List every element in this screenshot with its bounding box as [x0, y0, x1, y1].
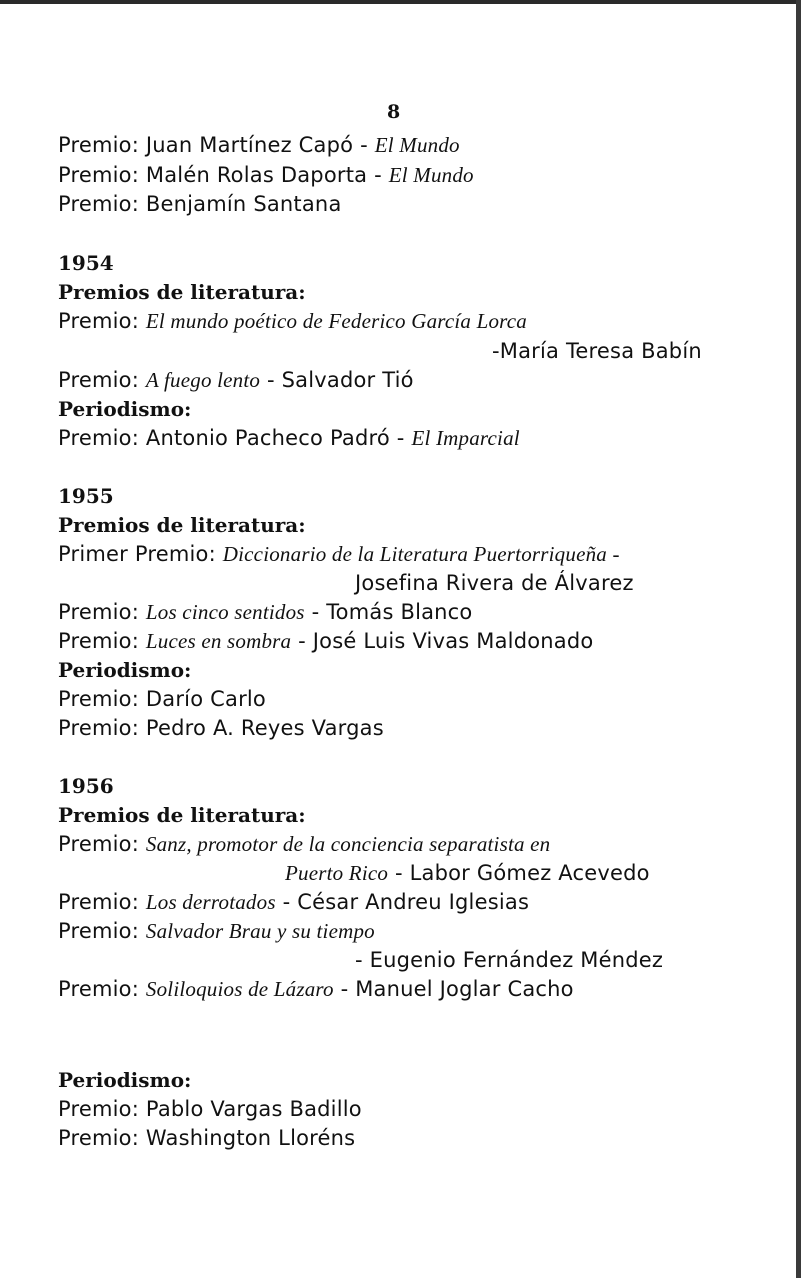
award-label: Premio:: [58, 629, 140, 653]
award-publication: El Mundo: [388, 163, 474, 187]
award-line: [58, 131, 460, 160]
literature-heading: Premios de literatura:: [58, 803, 306, 827]
award-label: Premio:: [58, 890, 140, 914]
page-number: 8: [387, 101, 401, 123]
award-label: Primer Premio:: [58, 542, 216, 566]
award-author: - Salvador Tió: [267, 368, 414, 392]
award-author: - Manuel Joglar Cacho: [340, 977, 574, 1001]
award-label: Premio:: [58, 133, 140, 157]
award-author: - César Andreu Iglesias: [282, 890, 530, 914]
year-heading: 1956: [58, 774, 114, 798]
award-label: Premio:: [58, 192, 140, 216]
year-heading: 1954: [58, 251, 114, 275]
award-author: Josefina Rivera de Álvarez: [355, 571, 634, 595]
award-line: [58, 685, 266, 714]
work-title: Soliloquios de Lázaro: [145, 977, 334, 1001]
award-label: Premio:: [58, 687, 140, 711]
award-label: Premio:: [58, 1097, 140, 1121]
award-label: Premio:: [58, 919, 140, 943]
journalism-heading: Periodismo:: [58, 1068, 192, 1092]
award-author: - José Luis Vivas Maldonado: [298, 629, 594, 653]
award-line: [285, 859, 650, 888]
award-label: Premio:: [58, 1126, 140, 1150]
award-publication: El Mundo: [374, 133, 460, 157]
award-recipient: Pedro A. Reyes Vargas: [145, 716, 384, 740]
scan-edge-right: [796, 0, 801, 1278]
work-title: Salvador Brau y su tiempo: [145, 919, 375, 943]
journalism-heading: Periodismo:: [58, 397, 192, 421]
award-line: [58, 366, 414, 395]
award-recipient: Darío Carlo: [145, 687, 266, 711]
award-author: - Tomás Blanco: [311, 600, 473, 624]
award-line: [58, 714, 384, 743]
award-line: [58, 540, 620, 569]
award-line: [58, 161, 474, 190]
scan-edge-top: [0, 0, 801, 4]
award-label: Premio:: [58, 716, 140, 740]
award-line: [58, 917, 375, 946]
award-label: Premio:: [58, 163, 140, 187]
award-line: [58, 190, 342, 219]
literature-heading: Premios de literatura:: [58, 513, 306, 537]
award-author: - Labor Gómez Acevedo: [394, 861, 650, 885]
award-label: Premio:: [58, 368, 140, 392]
work-title: Luces en sombra: [145, 629, 292, 653]
award-label: Premio:: [58, 977, 140, 1001]
award-line: [58, 888, 529, 917]
award-author: -María Teresa Babín: [492, 339, 702, 363]
award-recipient: Pablo Vargas Badillo: [145, 1097, 362, 1121]
work-title: El mundo poético de Federico García Lorca: [145, 309, 527, 333]
award-label: Premio:: [58, 600, 140, 624]
work-title: Sanz, promotor de la conciencia separatista en: [145, 832, 551, 856]
award-recipient: Antonio Pacheco Padró -: [145, 426, 405, 450]
work-title: Puerto Rico: [285, 861, 389, 885]
award-label: Premio:: [58, 309, 140, 333]
award-line: [58, 598, 472, 627]
award-line: [58, 1124, 355, 1153]
literature-heading: Premios de literatura:: [58, 280, 306, 304]
award-line: [58, 975, 574, 1004]
award-label: Premio:: [58, 426, 140, 450]
work-title: Los derrotados: [145, 890, 276, 914]
award-recipient: Malén Rolas Daporta -: [145, 163, 382, 187]
award-line: [58, 627, 593, 656]
award-publication: El Imparcial: [411, 426, 520, 450]
work-title: A fuego lento: [145, 368, 261, 392]
year-heading: 1955: [58, 484, 114, 508]
award-author: - Eugenio Fernández Méndez: [355, 948, 664, 972]
award-line: [58, 424, 520, 453]
award-label: Premio:: [58, 832, 140, 856]
award-recipient: Benjamín Santana: [145, 192, 342, 216]
award-recipient: Washington Lloréns: [145, 1126, 356, 1150]
award-line: [58, 830, 550, 859]
award-recipient: Juan Martínez Capó -: [145, 133, 368, 157]
award-line: [58, 307, 527, 336]
journalism-heading: Periodismo:: [58, 658, 192, 682]
award-line: [58, 1095, 362, 1124]
work-title: Diccionario de la Literatura Puertorriqueña -: [222, 542, 620, 566]
work-title: Los cinco sentidos: [145, 600, 305, 624]
